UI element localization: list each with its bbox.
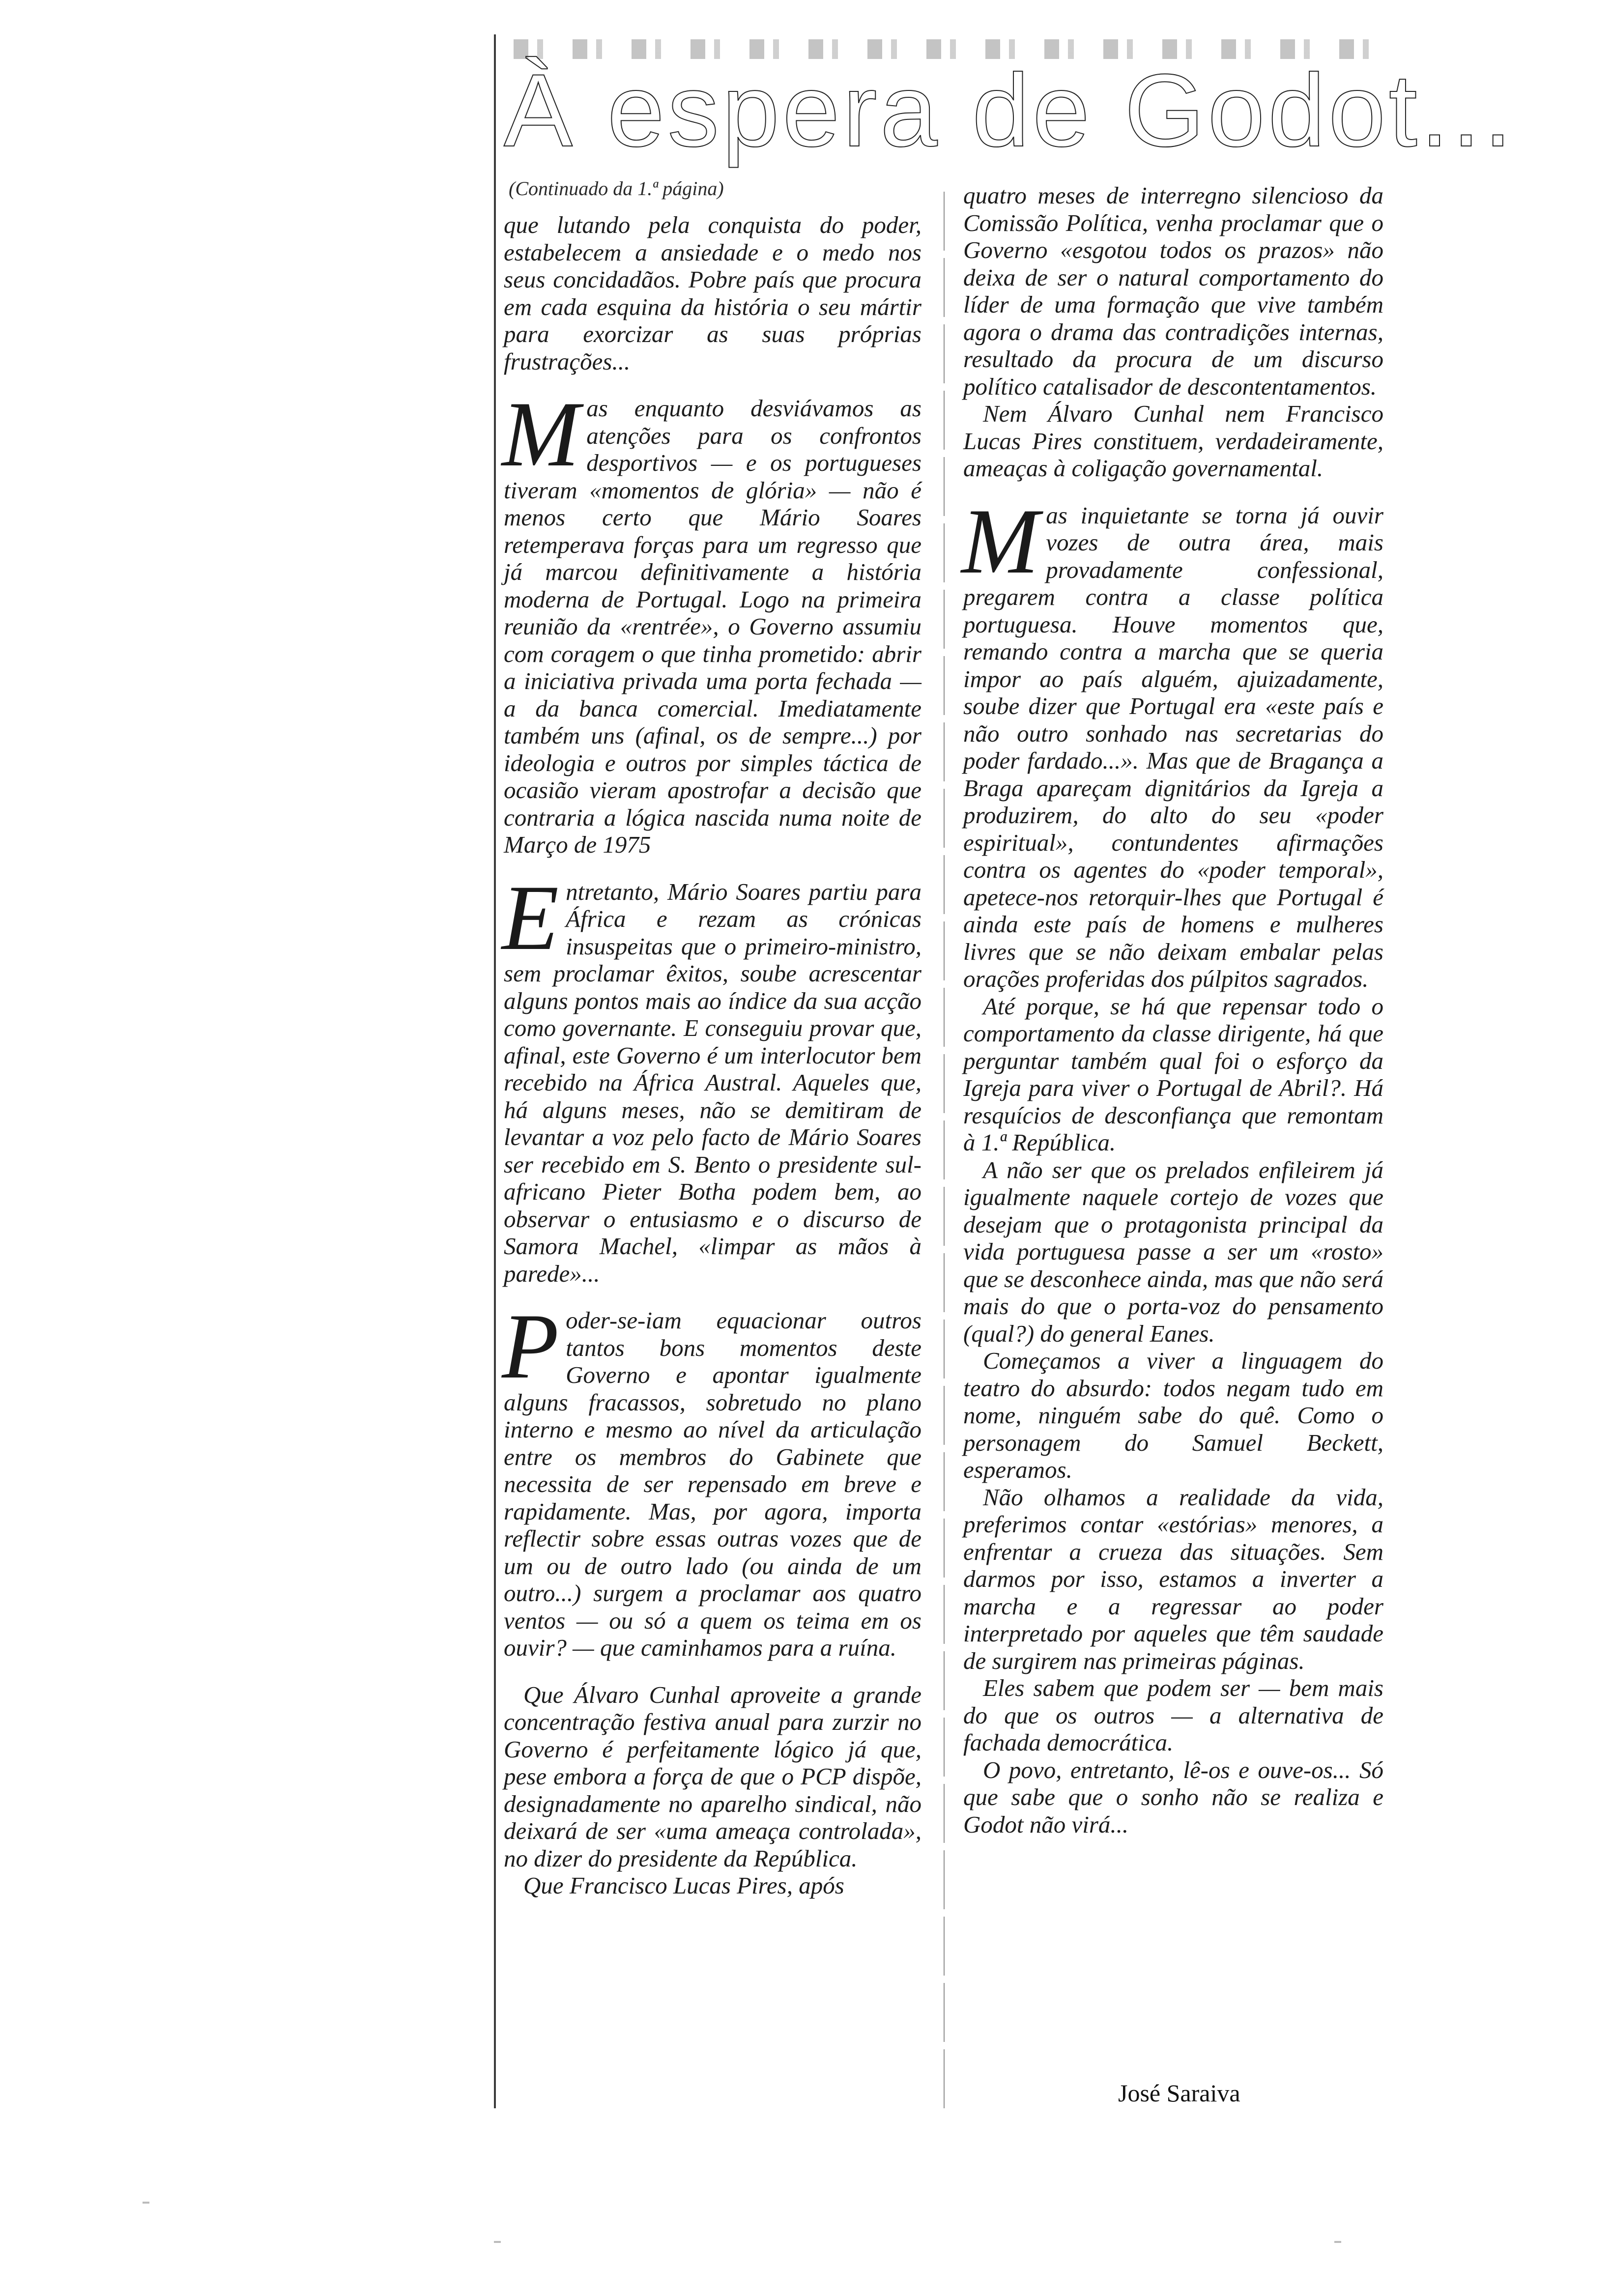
drop-cap: M bbox=[961, 489, 1039, 593]
paragraph bbox=[502, 1295, 921, 1662]
scan-noise bbox=[494, 2241, 501, 2243]
paragraph: A não ser que os prelados enfileirem já igualmente naquele cortejo de vozes que desejam que o protagonista principal da vida portuguesa passe a ser um «rosto» que se desconhece ainda, mas que não será mais do que o porta-voz do pensamento (qual?) do general Eanes. bbox=[963, 1156, 1383, 1347]
drop-cap: E bbox=[502, 866, 559, 970]
author-signature: José Saraiva bbox=[1118, 2079, 1240, 2107]
paragraph bbox=[961, 489, 1383, 993]
paragraph: Que Francisco Lucas Pires, após bbox=[523, 1872, 844, 1899]
paragraph-text: ntretanto, Mário Soares partiu para África e rezam as crónicas insuspeitas que o primeiro-ministro, sem proclamar êxitos, soube acrescentar alguns pontos mais ao índice da sua acção como governante. E conseguiu provar que, afinal, este Governo é um interlocutor bem recebido na África Austral. Aqueles que, há alguns meses, não se demitiram de levantar a voz pelo facto de Mário Soares ser recebido em S. Bento o presidente sul-africano Pieter Botha podem bem, ao observar o entusiasmo e o discurso de Samora Machel, «limpar as mãos à parede»... bbox=[504, 878, 921, 1287]
scan-noise bbox=[143, 2202, 149, 2204]
column-divider bbox=[944, 192, 945, 2108]
drop-cap: P bbox=[502, 1295, 559, 1398]
paragraph: Que Álvaro Cunhal aproveite a grande concentração festiva anual para zurzir no Governo é perfeitamente lógico já que, pese embora a força de que o PCP dispõe, designadamente no aparelho sindical, não deixará de ser «uma ameaça controlada», no dizer do presidente da República. bbox=[504, 1681, 921, 1872]
continued-note: (Continuado da 1.ª página) bbox=[509, 177, 724, 200]
scan-noise bbox=[1334, 2241, 1341, 2243]
drop-cap: M bbox=[502, 383, 580, 486]
paragraph: Começamos a viver a linguagem do teatro do absurdo: todos negam tudo em nome, ninguém sabe do quê. Como o personagem do Samuel Beckett, esperamos. bbox=[963, 1347, 1383, 1483]
paragraph bbox=[502, 866, 921, 1288]
paragraph: Nem Álvaro Cunhal nem Francisco Lucas Pires constituem, verdadeiramente, ameaças à coligação governamental. bbox=[963, 400, 1383, 482]
paragraph: quatro meses de interregno silencioso da Comissão Política, venha proclamar que o Governo «esgotou todos os prazos» não deixa de ser o natural comportamento do líder de uma formação que vive também agora o drama das contradições internas, resultado da procura de um discurso político catalisador de descontentamentos. bbox=[963, 182, 1383, 400]
paragraph bbox=[502, 383, 921, 859]
paragraph: Não olhamos a realidade da vida, preferimos contar «estórias» menores, a enfrentar a crueza das situações. Sem darmos por isso, estamos a inverter a marcha e a regressar ao poder interpretado por aqueles que têm saudade de surgirem nas primeiras páginas. bbox=[963, 1483, 1383, 1674]
left-column bbox=[504, 211, 921, 1899]
newspaper-clipping bbox=[484, 29, 1515, 2113]
paragraph: Eles sabem que podem ser — bem mais do que os outros — a alternativa de fachada democrática. bbox=[963, 1674, 1383, 1756]
paragraph-text: as inquietante se torna já ouvir vozes de outra área, mais provadamente confessional, pregarem contra a classe política portuguesa. Houve momentos que, remando contra a marcha que se queria impor ao país alguém, ajuizadamente, soube dizer que Portugal era «este país e não outro sonhado nas secretarias do poder fardado...». Mas que de Bragança a Braga apareçam dignitários da Igreja a produzirem, do alto do seu «poder espiritual», contundentes afirmações contra os agentes do «poder temporal», apetece-nos retorquir-lhes que Portugal é ainda este país de homens e mulheres livres que se não deixam embalar pelas orações proferidas dos púlpitos sagrados. bbox=[963, 501, 1383, 992]
clipping-edge bbox=[494, 34, 496, 2108]
right-column bbox=[963, 182, 1383, 1838]
paragraph-text: oder-se-iam equacionar outros tantos bons momentos deste Governo e apontar igualmente alguns fracassos, sobretudo no plano interno e mesmo ao nível da articulação entre os membros do Gabinete que necessita de ser repensado em breve e rapidamente. Mas, por agora, importa reflectir sobre essas outras vozes que de um ou de outro lado (ou ainda de um outro...) surgem a proclamar aos quatro ventos — ou só a quem os teima em os ouvir? — que caminhamos para a ruína. bbox=[504, 1307, 921, 1661]
paragraph: O povo, entretanto, lê-os e ouve-os... Só que sabe que o sonho não se realiza e Godot não virá... bbox=[963, 1756, 1383, 1838]
headline: À espera de Godot... bbox=[504, 53, 1515, 168]
paragraph: Até porque, se há que repensar todo o comportamento da classe dirigente, há que perguntar também qual foi o esforço da Igreja para viver o Portugal de Abril?. Há resquícios de desconfiança que remontam à 1.ª República. bbox=[963, 992, 1383, 1156]
paragraph: que lutando pela conquista do poder, estabelecem a ansiedade e o medo nos seus concidadãos. Pobre país que procura em cada esquina da história o seu mártir para exorcizar as suas próprias frustrações... bbox=[504, 211, 921, 375]
paragraph-text: as enquanto desviávamos as atenções para os confrontos desportivos — e os portugueses tiveram «momentos de glória» — não é menos certo que Mário Soares retemperava forças para um regresso que já marcou definitivamente a história moderna de Portugal. Logo na primeira reunião da «rentrée», o Governo assumiu com coragem o que tinha prometido: abrir a iniciativa privada uma porta fechada — a da banca comercial. Imediatamente também uns (afinal, os de sempre...) por ideologia e outros por simples táctica de ocasião vieram apostrofar a decisão que contraria a lógica nascida numa noite de Março de 1975 bbox=[504, 395, 921, 858]
